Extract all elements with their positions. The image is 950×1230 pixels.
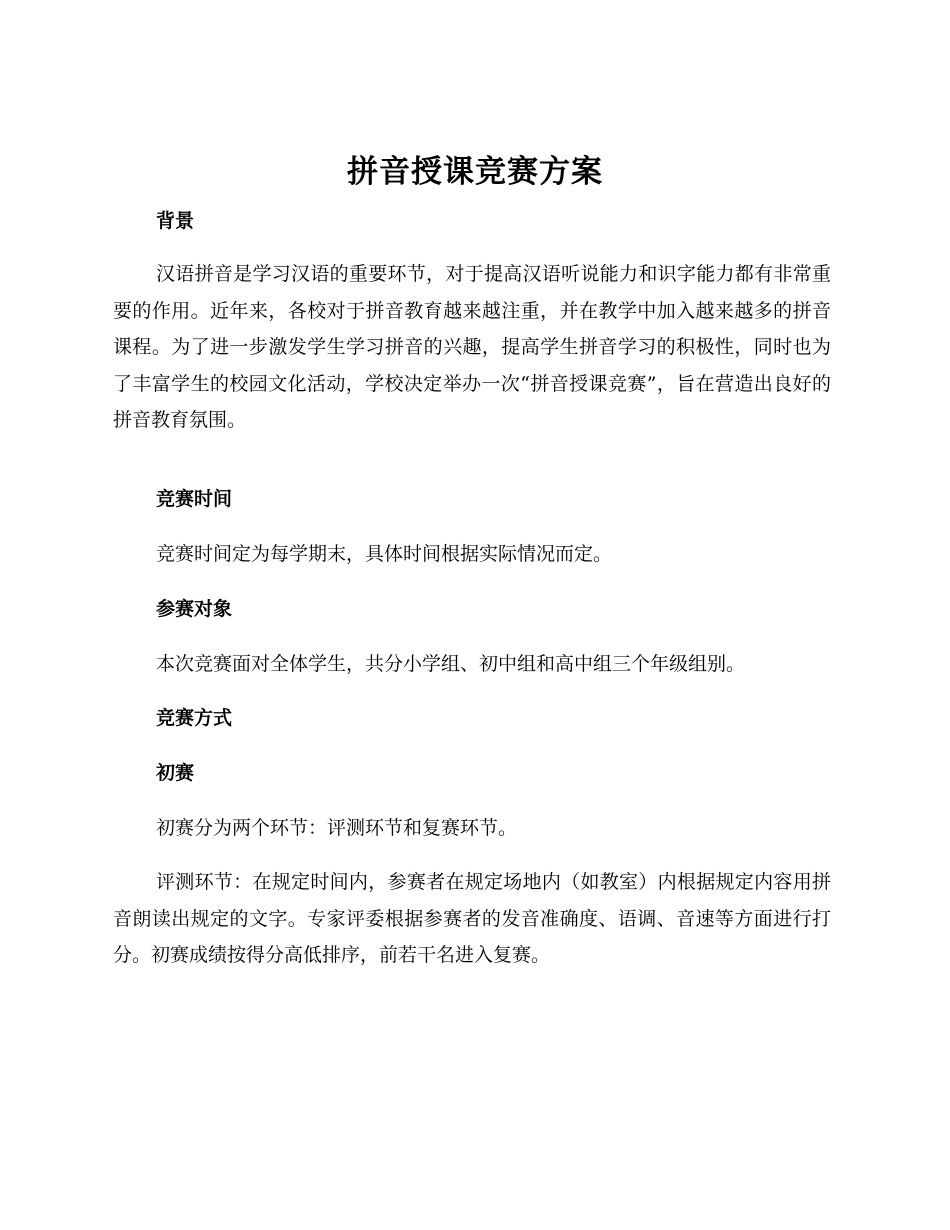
section-heading-time: 竞赛时间 <box>156 488 233 510</box>
section-paragraph-participants: 本次竞赛面对全体学生，共分小学组、初中组和高中组三个年级组别。 <box>156 653 746 675</box>
section-heading-participants: 参赛对象 <box>156 598 233 620</box>
section-paragraph-preliminary-2: 评测环节：在规定时间内，参赛者在规定场地内（如教室）内根据规定内容用拼音朗读出规定的文字。专家评委根据参赛者的发音准确度、语调、音速等方面进行打分。初赛成绩按得分高低排序，前若干名进入复赛。 <box>113 871 831 966</box>
section-heading-preliminary: 初赛 <box>156 762 195 784</box>
section-paragraph-time: 竞赛时间定为每学期末，具体时间根据实际情况而定。 <box>156 543 613 565</box>
section-paragraph-preliminary-1: 初赛分为两个环节：评测环节和复赛环节。 <box>156 817 518 839</box>
section-paragraph-background: 汉语拼音是学习汉语的重要环节，对于提高汉语听说能力和识字能力都有非常重要的作用。近年来，各校对于拼音教育越来越注重，并在教学中加入越来越多的拼音课程。为了进一步激发学生学习拼音的兴趣，提高学生拼音学习的积极性，同时也为了丰富学生的校园文化活动，学校决定举办一次“拼音授课竞赛”，旨在营造出良好的拼音教育氛围。 <box>113 263 831 431</box>
document-title: 拼音授课竞赛方案 <box>347 154 603 190</box>
section-heading-format: 竞赛方式 <box>156 707 233 729</box>
section-heading-background: 背景 <box>156 210 195 232</box>
